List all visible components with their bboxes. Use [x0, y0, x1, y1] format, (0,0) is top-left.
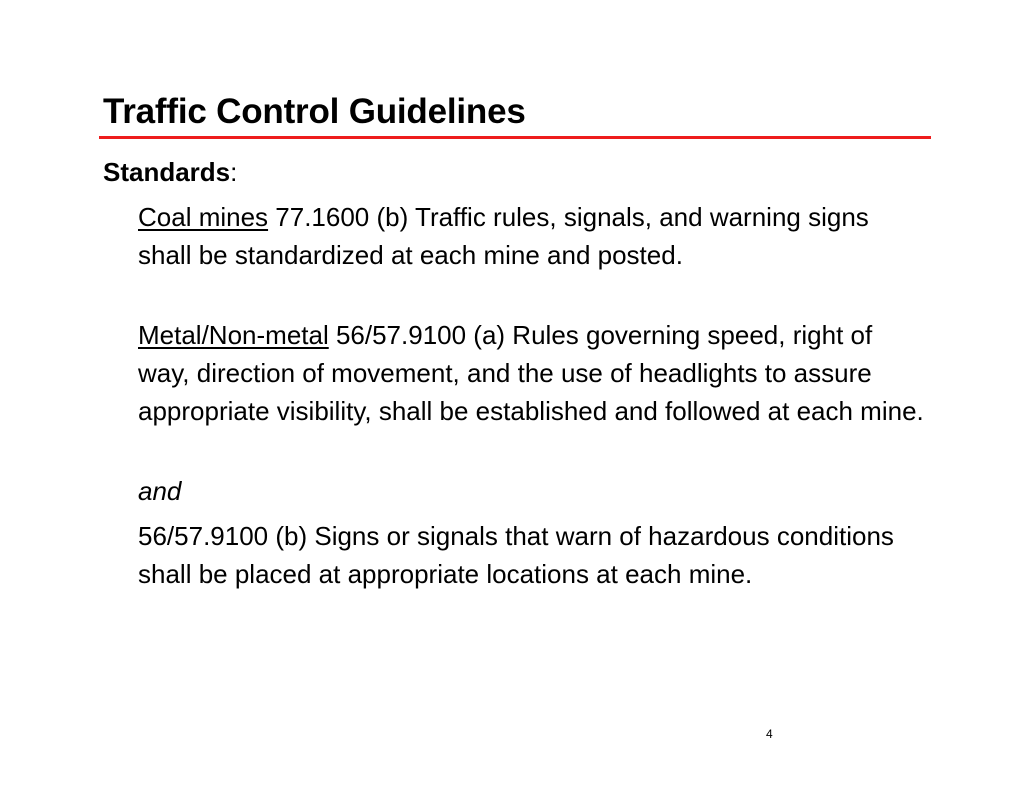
section-heading-colon: :: [230, 157, 238, 187]
coal-mines-paragraph: [138, 198, 928, 274]
slide-title: Traffic Control Guidelines: [103, 92, 526, 131]
coal-mines-label: Coal mines: [138, 202, 269, 232]
metal-nonmetal-label: Metal/Non-metal: [138, 320, 329, 350]
page-number: 4: [766, 727, 773, 741]
section-heading-label: Standards: [103, 157, 231, 187]
section-heading: [103, 154, 237, 190]
metal-nonmetal-text: 56/57.9100 (a) Rules governing speed, right of way, direction of movement, and the use of headlights to assure appropriate visibility, shall be established and followed at each mine.: [138, 320, 924, 426]
signs-paragraph: 56/57.9100 (b) Signs or signals that warn of hazardous conditions shall be placed at appropriate locations at each mine.: [138, 521, 894, 589]
metal-nonmetal-paragraph: [138, 316, 928, 430]
coal-mines-text: 77.1600 (b) Traffic rules, signals, and warning signs shall be standardized at each mine and posted.: [138, 202, 869, 270]
conjunction-and: and: [138, 476, 182, 506]
title-underline-rule: [99, 136, 931, 139]
